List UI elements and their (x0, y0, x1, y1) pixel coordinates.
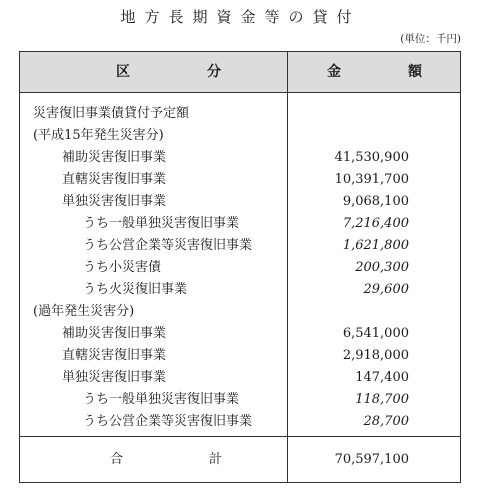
page-title: 地方長期資金等の貸付 (120, 8, 361, 26)
row-amount: 147,400 (355, 370, 409, 385)
table-row (20, 367, 460, 389)
row-label: うち一般単独災害復旧事業 (83, 392, 240, 407)
row-amount: 7,216,400 (342, 216, 409, 231)
table-row (20, 213, 460, 235)
row-amount: 29,600 (363, 282, 409, 297)
header-category-right: 分 (207, 64, 221, 80)
row-amount: 41,530,900 (334, 150, 409, 165)
row-label: うち公営企業等災害復旧事業 (83, 238, 253, 253)
row-label: 災害復旧事業債貸付予定額 (33, 106, 190, 121)
table-row (20, 235, 460, 257)
header-amount-left: 金 (327, 64, 341, 80)
row-amount: 118,700 (355, 392, 409, 407)
unit-note: (単位：千円) (400, 33, 461, 45)
table-row (20, 345, 460, 367)
total-label-left: 合 (110, 452, 124, 467)
row-amount: 200,300 (355, 260, 409, 275)
table-row (20, 103, 460, 125)
row-label: うち火災復旧事業 (83, 282, 188, 297)
table-row (20, 411, 460, 433)
row-label: うち公営企業等災害復旧事業 (83, 414, 253, 429)
row-label: 直轄災害復旧事業 (62, 348, 167, 363)
row-label: うち一般単独災害復旧事業 (83, 216, 240, 231)
row-label: 単独災害復旧事業 (62, 194, 167, 209)
header-category-left: 区 (116, 64, 130, 80)
table-row (20, 147, 460, 169)
table-row (20, 257, 460, 279)
table-row (20, 323, 460, 345)
table-row (20, 389, 460, 411)
row-label: 直轄災害復旧事業 (62, 172, 167, 187)
row-amount: 6,541,000 (342, 326, 409, 341)
header-amount-right: 額 (408, 64, 422, 80)
row-label: 補助災害復旧事業 (62, 150, 167, 165)
table-row (20, 279, 460, 301)
row-label: 単独災害復旧事業 (62, 370, 167, 385)
row-label: (過年発生災害分) (33, 304, 135, 319)
table-header (20, 52, 460, 93)
row-label: うち小災害債 (83, 260, 162, 275)
total-amount: 70,597,100 (334, 452, 409, 467)
row-amount: 1,621,800 (342, 238, 409, 253)
table-row (20, 169, 460, 191)
total-label-right: 計 (209, 452, 223, 467)
row-label: 補助災害復旧事業 (62, 326, 167, 341)
table-row (20, 301, 460, 323)
table-row (20, 125, 460, 147)
loan-table (19, 51, 461, 483)
row-amount: 2,918,000 (342, 348, 409, 363)
row-label: (平成15年発生災害分) (33, 128, 164, 143)
row-amount: 10,391,700 (334, 172, 409, 187)
row-amount: 28,700 (363, 414, 409, 429)
table-row (20, 191, 460, 213)
row-amount: 9,068,100 (342, 194, 409, 209)
total-row (20, 437, 460, 482)
